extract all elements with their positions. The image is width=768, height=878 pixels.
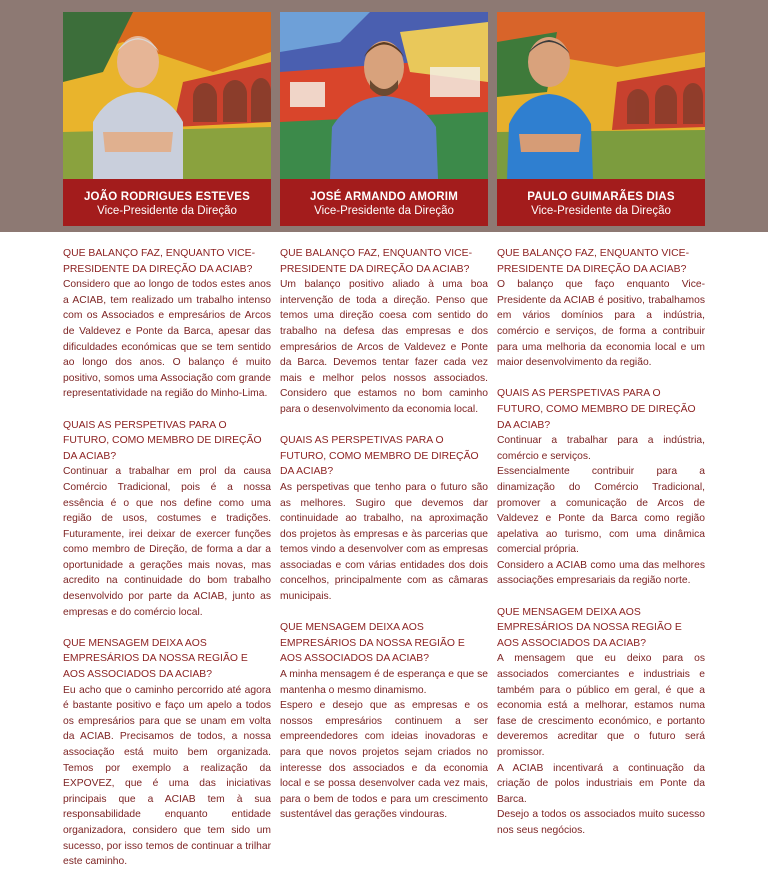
profile-card — [63, 12, 271, 226]
answer-paragraph: Considero a ACIAB como uma das melhores associações empresariais da região norte. — [497, 559, 705, 587]
answer-paragraph: Continuar a trabalhar para a indústria, comércio e serviços. — [497, 435, 705, 462]
answer-paragraph: O balanço que faço enquanto Vice-Presidente da ACIAB é positivo, trabalhamos em vários domínios para a indústria, comércio e serviços, de forma a contribuir para uma melhoria da economia local e um maior desenvolvimento da região. — [497, 279, 705, 369]
portrait-photo — [63, 12, 271, 179]
question-heading: QUE BALANÇO FAZ, ENQUANTO VICE-PRESIDENTE DA DIREÇÃO DA ACIAB? — [280, 248, 473, 275]
answer-paragraph: Eu acho que o caminho percorrido até agora é bastante positivo e faço um apelo a todos os empresários para que se unam em volta da ACIAB. Precisamos de todos, a nossa associação está muito bem organizada. Temos por exemplo a realização da EXPOVEZ, que é uma das iniciativas principais que a ACIAB tem à sua responsabilidade enquanto entidade organizadora, considero que tem sido um sucesso, por isso temos de continuar a trilhar este caminho. — [63, 684, 271, 868]
answer-paragraph: A ACIAB incentivará a continuação da criação de polos industriais em Ponte da Barca. — [497, 762, 705, 805]
profile-role: Vice-Presidente da Direção — [531, 205, 671, 217]
profile-name: PAULO GUIMARÃES DIAS — [527, 191, 675, 203]
profile-card — [280, 12, 488, 226]
profile-card — [497, 12, 705, 226]
question-heading: QUE MENSAGEM DEIXA AOS EMPRESÁRIOS DA NOSSA REGIÃO E AOS ASSOCIADOS DA ACIAB? — [280, 622, 465, 665]
answer-paragraph: Continuar a trabalhar em prol da causa Comércio Tradicional, pois é a nossa essência é o que nos define como uma região de usos, costumes e tradições. Futuramente, irei deixar de exercer funções como membro de Direção, de forma a dar a oportunidade a gerações mais novas, mas acredito na continuidade do bom trabalho desenvolvido por parte da ACIAB, junto as empresas e do comércio local. — [63, 466, 271, 618]
profile-caption — [497, 179, 705, 226]
profile-role: Vice-Presidente da Direção — [314, 205, 454, 217]
interview-column — [497, 246, 705, 839]
question-heading: QUAIS AS PERSPETIVAS PARA O FUTURO, COMO MEMBRO DE DIREÇÃO DA ACIAB? — [280, 435, 479, 478]
portrait-photo — [280, 12, 488, 179]
profile-caption — [280, 179, 488, 226]
interview-column — [63, 246, 271, 870]
answer-paragraph: Desejo a todos os associados muito sucesso nos seus negócios. — [497, 809, 705, 836]
answer-paragraph: Espero e desejo que as empresas e os nossos empresários continuem a ser empreendedores com ideias inovadoras e para que novos projetos sejam criados no interesse dos associados e da economia local e se possa desenvolver cada vez mais, para o bem de todos e para um crescimento sustentável das gerações vindouras. — [280, 700, 488, 821]
answer-paragraph: As perspetivas que tenho para o futuro são as melhores. Sugiro que devemos dar continuidade ao trabalho, na aproximação dos projetos às empresas e às parcerias que temos vindo a desenvolver com as empresas associadas e com várias entidades dos dois concelhos, principalmente com as câmaras municipais. — [280, 481, 488, 603]
profile-role: Vice-Presidente da Direção — [97, 205, 237, 217]
answer-paragraph: Essencialmente contribuir para a dinamização do Comércio Tradicional, promover a comunicação de Arcos de Valdevez e Ponte da Barca como região apelativa ao turismo, com uma dinâmica comercial própria. — [497, 466, 705, 556]
portrait-photo — [497, 12, 705, 179]
profile-name: JOÃO RODRIGUES ESTEVES — [83, 191, 251, 203]
question-heading: QUE MENSAGEM DEIXA AOS EMPRESÁRIOS DA NOSSA REGIÃO E AOS ASSOCIADOS DA ACIAB? — [63, 637, 248, 681]
interview-column — [280, 246, 488, 823]
question-heading: QUE MENSAGEM DEIXA AOS EMPRESÁRIOS DA NOSSA REGIÃO E AOS ASSOCIADOS DA ACIAB? — [497, 606, 682, 649]
question-heading: QUAIS AS PERSPETIVAS PARA O FUTURO, COMO MEMBRO DE DIREÇÃO DA ACIAB? — [497, 388, 696, 431]
question-heading: QUE BALANÇO FAZ, ENQUANTO VICE-PRESIDENTE DA DIREÇÃO DA ACIAB? — [63, 248, 256, 275]
answer-paragraph: Considero que ao longo de todos estes anos a ACIAB, tem realizado um trabalho intenso com os Associados e empresários de Arcos de Valdevez e Ponte da Barca, apesar das dificuldades económicas que se tem sentido ao longo dos anos. O balanço é muito positivo, somos uma Associação com grande representatividade na região do Minho-Lima. — [63, 279, 271, 400]
answer-paragraph: Um balanço positivo aliado à uma boa intervenção de toda a direção. Penso que temos uma direção coesa com sentido do trabalho na defesa das empresas e dos empresários de Arcos de Valdevez e Ponte da Barca. Devemos tentar fazer cada vez mais e melhor pelos nossos associados. Considero que estamos no bom caminho para o desenvolvimento da economia local. — [280, 279, 488, 415]
profile-caption — [63, 179, 271, 226]
answer-paragraph: A minha mensagem é de esperança e que se mantenha o mesmo dinamismo. — [280, 669, 488, 696]
question-heading: QUAIS AS PERSPETIVAS PARA O FUTURO, COMO MEMBRO DE DIREÇÃO DA ACIAB? — [63, 419, 262, 462]
profile-name: JOSÉ ARMANDO AMORIM — [310, 191, 458, 203]
answer-paragraph: A mensagem que eu deixo para os associados comerciantes e industriais e também para o público em geral, é que a economia está a melhorar, estamos numa fase de crescimento económico, e portanto deveremos acreditar que o futuro será promissor. — [497, 653, 705, 758]
question-heading: QUE BALANÇO FAZ, ENQUANTO VICE-PRESIDENTE DA DIREÇÃO DA ACIAB? — [497, 248, 690, 275]
